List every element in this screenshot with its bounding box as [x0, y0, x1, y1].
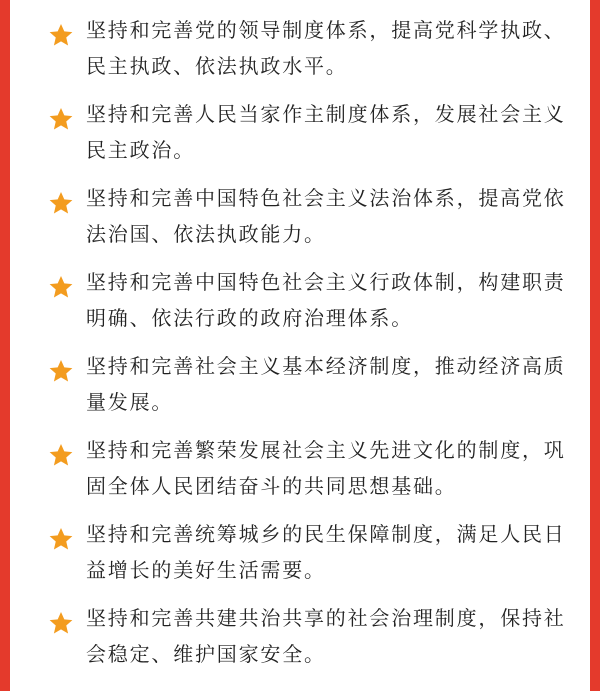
item-text: 坚持和完善统筹城乡的民生保障制度，满足人民日益增长的美好生活需要。: [86, 522, 566, 582]
list-item: [48, 432, 568, 516]
list-item: [48, 264, 568, 348]
item-text: 坚持和完善中国特色社会主义法治体系，提高党依法治国、依法执政能力。: [86, 186, 566, 246]
star-icon: [48, 106, 74, 132]
item-text: 坚持和完善中国特色社会主义行政体制，构建职责明确、依法行政的政府治理体系。: [86, 270, 566, 330]
item-text: 坚持和完善人民当家作主制度体系，发展社会主义民主政治。: [86, 102, 566, 162]
star-icon: [48, 274, 74, 300]
item-text: 坚持和完善共建共治共享的社会治理制度，保持社会稳定、维护国家安全。: [86, 606, 566, 666]
star-icon: [48, 190, 74, 216]
list-item: [48, 12, 568, 96]
right-red-border: [590, 0, 600, 691]
principles-list: [48, 12, 568, 684]
list-item: [48, 600, 568, 684]
star-icon: [48, 610, 74, 636]
star-icon: [48, 526, 74, 552]
list-item: [48, 516, 568, 600]
left-red-border: [0, 0, 10, 691]
star-icon: [48, 358, 74, 384]
item-text: 坚持和完善社会主义基本经济制度，推动经济高质量发展。: [86, 354, 566, 414]
star-icon: [48, 442, 74, 468]
list-item: [48, 348, 568, 432]
item-text: 坚持和完善党的领导制度体系，提高党科学执政、民主执政、依法执政水平。: [86, 18, 566, 78]
item-text: 坚持和完善繁荣发展社会主义先进文化的制度，巩固全体人民团结奋斗的共同思想基础。: [86, 438, 566, 498]
list-item: [48, 96, 568, 180]
star-icon: [48, 22, 74, 48]
list-item: [48, 180, 568, 264]
